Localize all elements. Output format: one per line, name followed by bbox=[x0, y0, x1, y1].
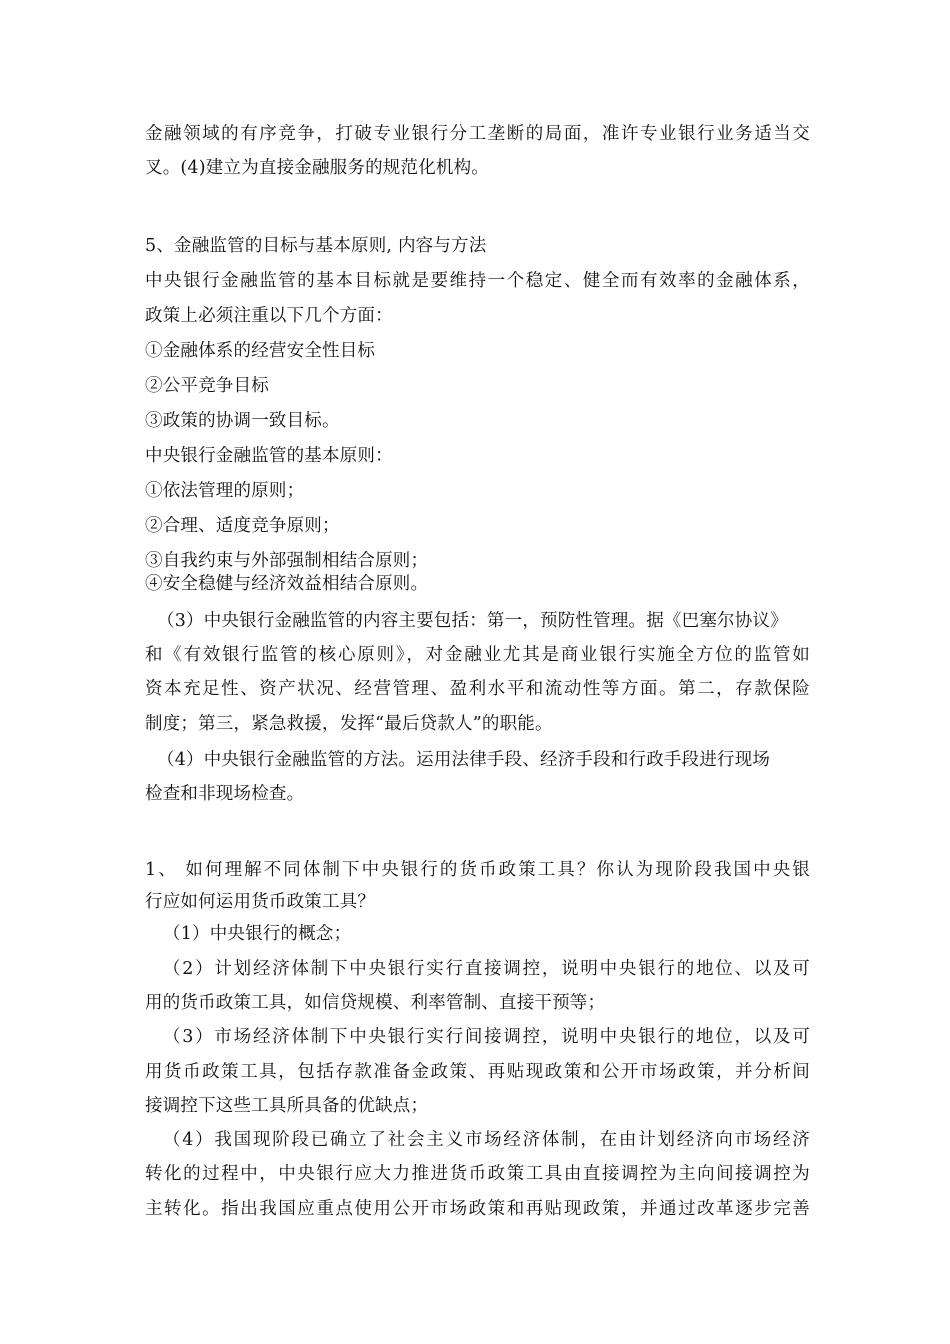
answer-point: （4）我国现阶段已确立了社会主义市场经济体制，在由计划经济向市场经济 bbox=[163, 1130, 810, 1150]
paragraph-line: 接调控下这些工具所具备的优缺点； bbox=[145, 1096, 429, 1116]
paragraph-line: 和《有效银行监管的核心原则》，对金融业尤其是商业银行实施全方位的监管如 bbox=[145, 645, 810, 665]
list-item: ③政策的协调一致目标。 bbox=[145, 411, 340, 431]
list-item: ③自我约束与外部强制相结合原则； bbox=[145, 551, 429, 571]
paragraph-line: 转化的过程中，中央银行应大力推进货币政策工具由直接调控为主向间接调控为 bbox=[145, 1164, 810, 1184]
paragraph-line: 中央银行金融监管的基本目标就是要维持一个稳定、健全而有效率的金融体系， bbox=[145, 271, 810, 291]
list-item: ①金融体系的经营安全性目标 bbox=[145, 341, 376, 361]
paragraph-line: 主转化。指出我国应重点使用公开市场政策和再贴现政策，并通过改革逐步完善 bbox=[145, 1199, 810, 1219]
list-item: ①依法管理的原则； bbox=[145, 481, 305, 501]
paragraph-line: 中央银行金融监管的基本原则： bbox=[145, 446, 393, 466]
paragraph-line: 用的货币政策工具，如信贷规模、利率管制、直接干预等； bbox=[145, 993, 606, 1013]
answer-point: （2）计划经济体制下中央银行实行直接调控，说明中央银行的地位、以及可 bbox=[163, 959, 810, 979]
list-item: ②合理、适度竞争原则； bbox=[145, 516, 340, 536]
section-heading: 5、金融监管的目标与基本原则, 内容与方法 bbox=[145, 236, 487, 256]
paragraph-line: 政策上必须注重以下几个方面： bbox=[145, 306, 393, 326]
list-item: ④安全稳健与经济效益相结合原则。 bbox=[145, 574, 429, 594]
answer-point: （1）中央银行的概念； bbox=[163, 924, 352, 944]
paragraph-line: 叉。(4)建立为直接金融服务的规范化机构。 bbox=[145, 158, 489, 178]
paragraph-line: 资本充足性、资产状况、经营管理、盈利水平和流动性等方面。第二，存款保险 bbox=[145, 679, 810, 699]
paragraph-line: 金融领域的有序竞争，打破专业银行分工垄断的局面，准许专业银行业务适当交 bbox=[145, 124, 810, 144]
answer-point: （3）市场经济体制下中央银行实行间接调控，说明中央银行的地位，以及可 bbox=[163, 1027, 810, 1047]
paragraph-line: （3）中央银行金融监管的内容主要包括：第一，预防性管理。据《巴塞尔协议》 bbox=[157, 611, 788, 631]
question-heading: 行应如何运用货币政策工具？ bbox=[145, 892, 376, 912]
paragraph-line: 用货币政策工具，包括存款准备金政策、再贴现政策和公开市场政策，并分析间 bbox=[145, 1062, 810, 1082]
paragraph-line: （4）中央银行金融监管的方法。运用法律手段、经济手段和行政手段进行现场 bbox=[157, 750, 771, 770]
list-item: ②公平竞争目标 bbox=[145, 376, 269, 396]
paragraph-line: 检查和非现场检查。 bbox=[145, 784, 305, 804]
question-heading: 1、 如何理解不同体制下中央银行的货币政策工具？你认为现阶段我国中央银 bbox=[145, 860, 810, 880]
paragraph-line: 制度；第三，紧急救援，发挥“最后贷款人”的职能。 bbox=[145, 714, 553, 734]
